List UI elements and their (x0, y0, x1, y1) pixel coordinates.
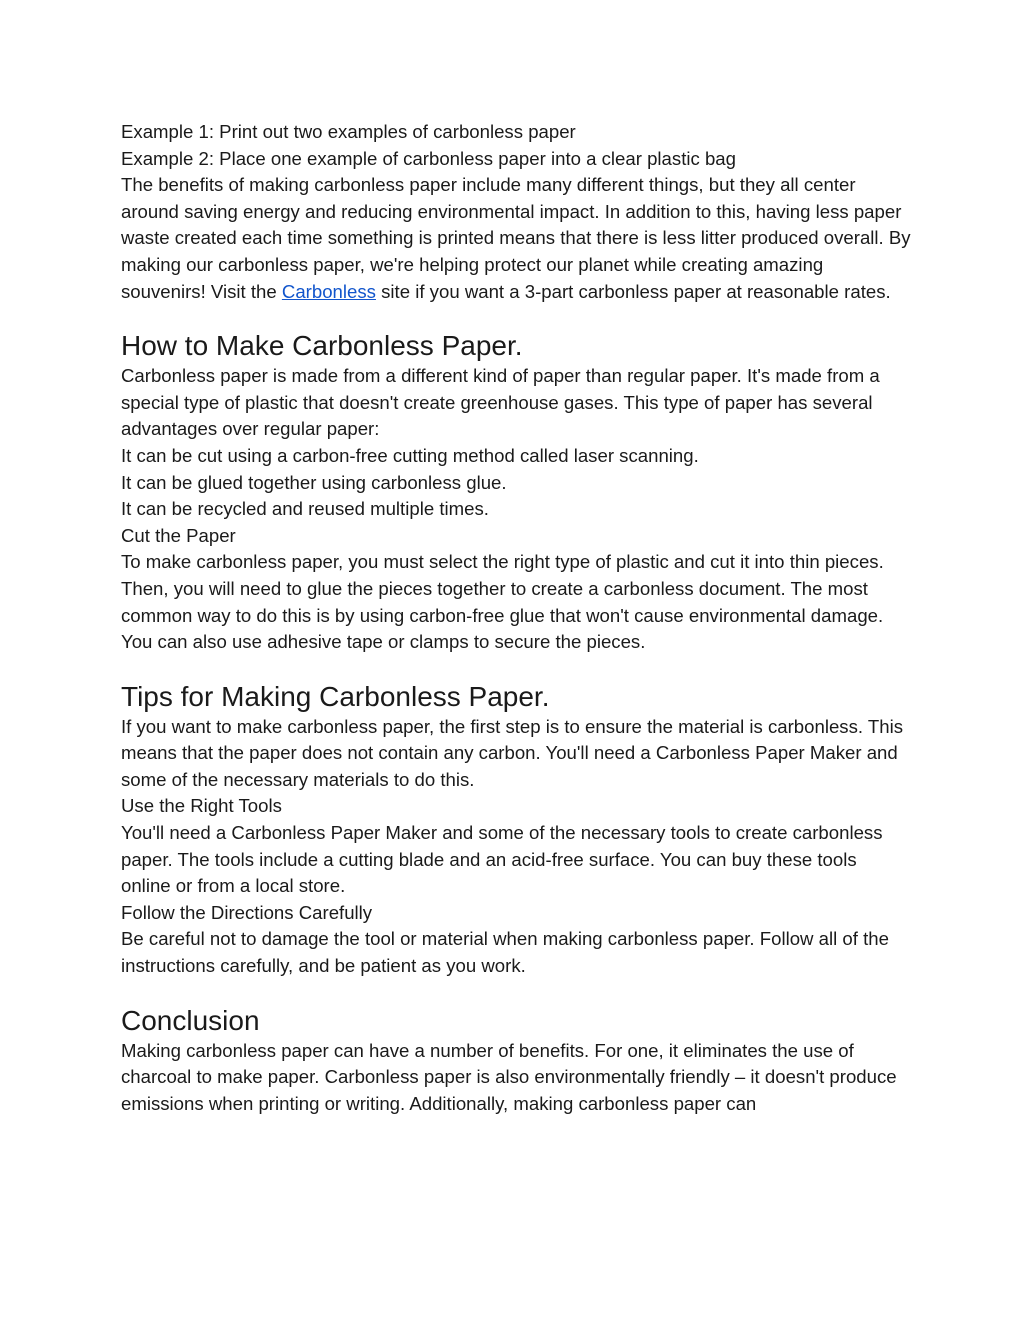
how-to-make-heading: How to Make Carbonless Paper. (121, 330, 523, 362)
example-1-text: Example 1: Print out two examples of carbonless paper (121, 121, 576, 142)
benefits-text-after-link: site if you want a 3-part carbonless paper at reasonable rates. (375, 280, 891, 302)
example-2-text: Example 2: Place one example of carbonless paper into a clear plastic bag (121, 147, 736, 169)
right-tools-paragraph: You'll need a Carbonless Paper Maker and some of the necessary tools to create carbonless paper. The tools include a cutting blade and an acid-free surface. You can buy these tools online or from a local store. (121, 822, 883, 897)
advantage-item: It can be glued together using carbonless glue. (121, 471, 507, 493)
cut-the-paper-paragraph: To make carbonless paper, you must select the right type of plastic and cut it into thin pieces. Then, you will need to glue the pieces together to create a carbonless document. The most common way to do this is by using carbon-free glue that won't cause environmental damage. You can also use adhesive tape or clamps to secure the pieces. (121, 551, 884, 653)
follow-directions-subheading: Follow the Directions Carefully (121, 901, 373, 923)
benefits-paragraph (121, 172, 911, 305)
conclusion-paragraph: Making carbonless paper can have a number of benefits. For one, it eliminates the use of charcoal to make paper. Carbonless paper is also environmentally friendly – it doesn't produce emissions when printing or writing. Additionally, making carbonless paper can (121, 1039, 897, 1114)
tips-intro-paragraph: If you want to make carbonless paper, the first step is to ensure the material is carbonless. This means that the paper does not contain any carbon. You'll need a Carbonless Paper Maker and some of the necessary materials to do this. (121, 715, 904, 790)
right-tools-subheading: Use the Right Tools (121, 795, 282, 817)
benefits-text-before-link: The benefits of making carbonless paper include many different things, but they all center around saving energy and reducing environmental impact. In addition to this, having less paper waste created each time something is printed means that there is less litter produced overall. By making our carbonless paper, we're helping protect our planet while creating amazing souvenirs! Visit the (121, 174, 911, 302)
section-gap (121, 980, 911, 1004)
advantage-item: It can be cut using a carbon-free cutting method called laser scanning. (121, 444, 699, 466)
tips-heading: Tips for Making Carbonless Paper. (121, 680, 550, 712)
cut-the-paper-subheading: Cut the Paper (121, 524, 236, 546)
carbonless-link[interactable]: Carbonless (281, 280, 376, 302)
section-gap (121, 656, 911, 680)
document-page (121, 119, 911, 1117)
section-gap (121, 305, 911, 329)
follow-directions-paragraph: Be careful not to damage the tool or material when making carbonless paper. Follow all of the instructions carefully, and be patient as you work. (121, 928, 889, 977)
advantage-item: It can be recycled and reused multiple times. (121, 498, 489, 520)
conclusion-heading: Conclusion (121, 1004, 260, 1036)
how-to-make-intro-paragraph: Carbonless paper is made from a different kind of paper than regular paper. It's made from a special type of plastic that doesn't create greenhouse gases. This type of paper has several advantages over regular paper: (121, 365, 880, 440)
